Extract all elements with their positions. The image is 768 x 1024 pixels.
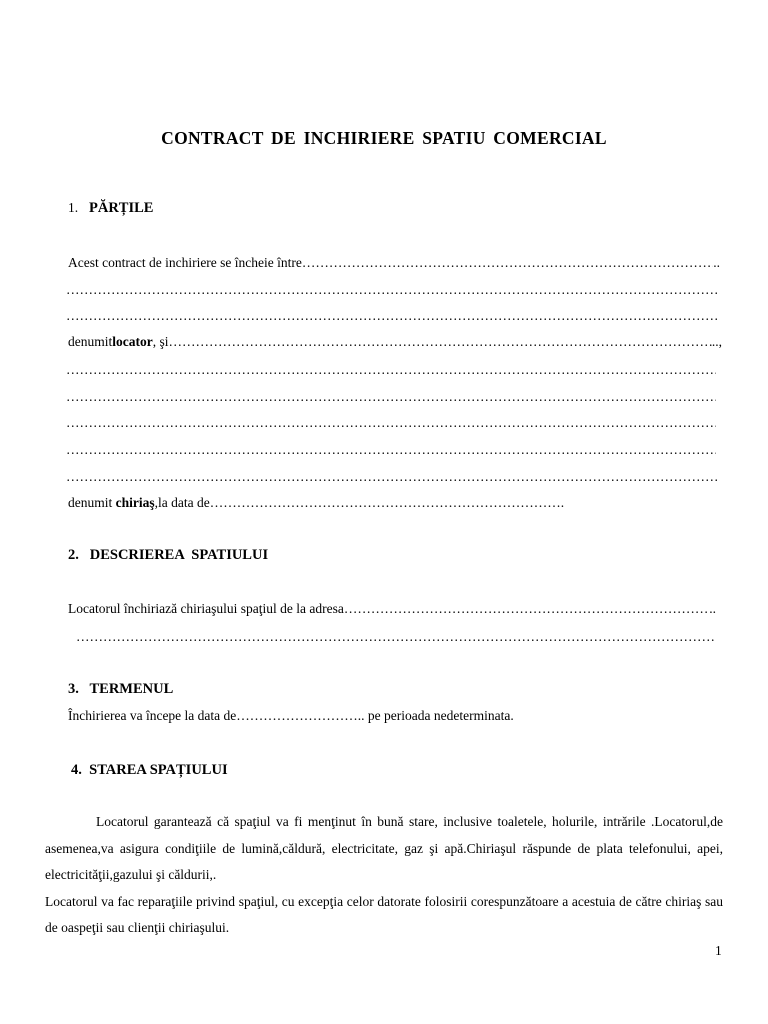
fill-line: [66, 442, 716, 458]
fill-line: [66, 362, 716, 378]
section-3-heading: 3. TERMENUL: [68, 681, 174, 697]
fill-line: [66, 282, 720, 298]
chirias-prefix: denumit: [68, 495, 116, 510]
parties-intro-text: Acest contract de inchiriere se încheie între: [68, 255, 302, 270]
locator-end: ..,: [711, 334, 722, 349]
parties-intro-line: [68, 255, 720, 271]
chirias-line: [68, 495, 564, 511]
term-text: Închirierea va începe la data de: [68, 708, 237, 723]
section-1-number: 1.: [68, 200, 79, 215]
fill-line: [169, 334, 712, 350]
repairs-paragraph: Locatorul va fac reparaţiile privind spaţiul, cu excepţia celor datorate folosirii corespunzătoare a acestuia de către chiriaş sau de oaspeţii sau clienţii chiriaşului.: [45, 893, 723, 935]
locator-label: locator: [112, 334, 153, 349]
fill-line: [66, 389, 716, 405]
section-2-heading: 2. DESCRIEREA SPATIULUI: [68, 547, 269, 563]
address-text: Locatorul închiriază chiriaşului spaţiul de la adresa: [68, 601, 344, 616]
condition-paragraph: Locatorul garantează că spaţiul va fi menţinut în bună stare, inclusive toaletele, holurile, intrările .Locatorul,de asemenea,va asigura condiţiile de lumină,căldură, electricitate, gaz şi apă.Chiriaşul răspunde de plata telefonului, apei, electricităţii,gazului şi căldurii,.: [45, 814, 723, 882]
fill-line: [76, 629, 716, 645]
locator-suffix: , şi: [152, 334, 169, 349]
address-end: ..: [709, 601, 716, 616]
fill-line: [344, 601, 709, 617]
fill-line: [302, 255, 713, 271]
parties-intro-end: ..: [713, 255, 720, 270]
address-line: [68, 601, 716, 617]
term-line: [68, 708, 514, 724]
fill-line: [66, 469, 720, 485]
locator-prefix: denumit: [68, 334, 113, 349]
term-end: pe perioada nedeterminata.: [364, 708, 514, 723]
document-title: CONTRACT DE INCHIRIERE SPATIU COMERCIAL: [161, 128, 607, 148]
section-1-title: PĂRȚILE: [89, 200, 154, 216]
locator-line: [68, 334, 722, 350]
fill-line: [66, 308, 720, 324]
section-4-body: [45, 809, 723, 942]
section-4-heading: 4. STAREA SPAȚIULUI: [71, 762, 228, 778]
fill-line: [66, 415, 716, 431]
chirias-dots: …………………………………………………………………….: [209, 495, 565, 510]
chirias-suffix: ,la data de: [154, 495, 210, 510]
page-number: 1: [715, 943, 722, 958]
section-1-heading: [68, 200, 153, 217]
chirias-label: chiriaş: [115, 495, 155, 510]
term-dots: ………………………..: [236, 708, 365, 723]
